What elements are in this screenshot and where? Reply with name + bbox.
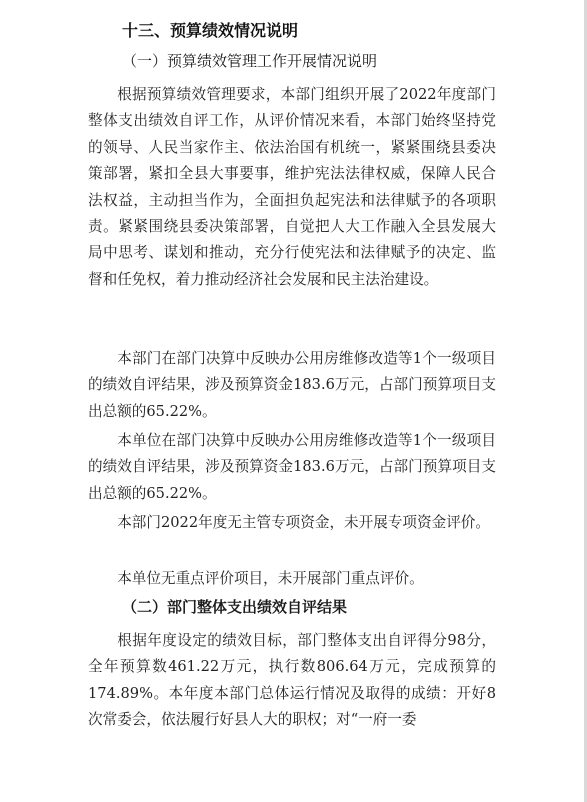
section-title: 十三、预算绩效情况说明: [122, 21, 299, 40]
paragraph-special-funds: 本部门2022年度无主管专项资金，未开展专项资金评价。: [117, 514, 490, 531]
paragraph-unit-project: 本单位在部门决算中反映办公用房维修改造等1个一级项目的绩效自评结果，涉及预算资金183.6万元，占部门预算项目支出总额的65.22%。: [88, 432, 496, 502]
paragraph-self-evaluation-result: 根据年度设定的绩效目标，部门整体支出自评得分98分，全年预算数461.22万元，执行数806.64万元，完成预算的174.89%。本年度本部门总体运行情况及取得的成绩：开好8次常委会，依法履行好县人大的职权；对“一府一委: [88, 632, 496, 729]
subsection-2-title: （二）部门整体支出绩效自评结果: [122, 598, 348, 616]
paragraph-department-project: 本部门在部门决算中反映办公用房维修改造等1个一级项目的绩效自评结果，涉及预算资金183.6万元，占部门预算项目支出总额的65.22%。: [88, 350, 496, 420]
paragraph-key-evaluation: 本单位无重点评价项目，未开展部门重点评价。: [117, 570, 424, 587]
subsection-1-title: （一）预算绩效管理工作开展情况说明: [122, 52, 378, 70]
paragraph-evaluation-overview: 根据预算绩效管理要求，本部门组织开展了2022年度部门整体支出绩效自评工作，从评价情况来看，本部门始终坚持党的领导、人民当家作主、依法治国有机统一，紧紧围绕县委决策部署，紧扣全县大事要事，维护宪法法律权威，保障人民合法权益，主动担当作为，全面担负起宪法和法律赋予的各项职责。紧紧围绕县委决策部署，自觉把人大工作融入全县发展大局中思考、谋划和推动，充分行使宪法和法律赋予的决定、监督和任免权，着力推动经济社会发展和民主法治建设。: [88, 86, 496, 288]
